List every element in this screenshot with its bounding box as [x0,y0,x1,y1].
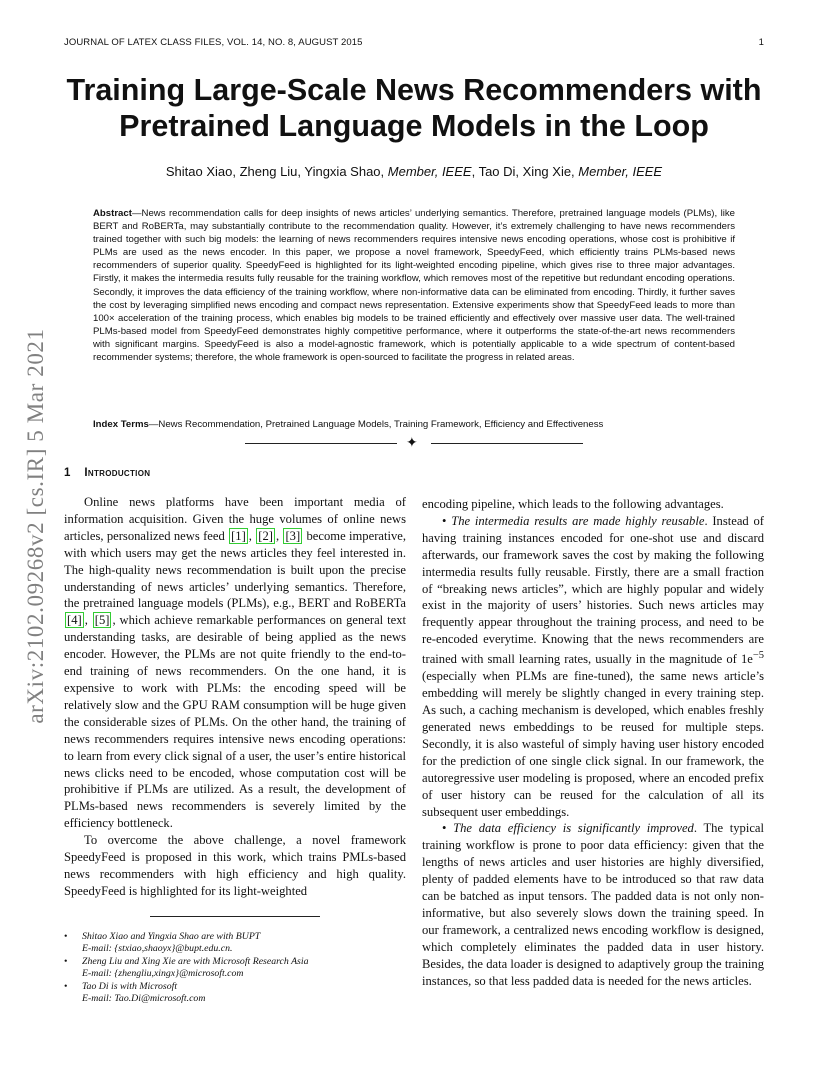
index-terms-label: Index Terms [93,419,149,430]
footnote-item [64,981,406,1006]
bullet-icon: • [442,821,454,836]
citation-link[interactable]: [1] [231,528,246,543]
footnote-item [64,956,406,981]
advantage-heading: The data efficiency is significantly improved [453,821,694,836]
abstract [93,207,735,364]
footnote-affiliation: Shitao Xiao and Yingxia Shao are with BUPT [82,931,261,942]
footnote-rule [150,916,320,917]
continuation-paragraph: encoding pipeline, which leads to the following advantages. [422,497,724,511]
section-divider [245,437,583,451]
footnote-affiliation: Tao Di is with Microsoft [82,980,178,992]
paper-title [40,72,788,144]
section-number: 1 [64,467,71,479]
advantage-reusable [422,513,764,821]
footnote-email: E-mail: {stxiao,shaoyx}@bupt.edu.cn. [82,943,233,955]
text-run: Online news platforms have been important media of information acquisition. Given the huge volumes of online news articles, personalized news feed [64,495,406,543]
journal-name: JOURNAL OF LATEX CLASS FILES, VOL. 14, NO. 8, AUGUST 2015 [64,37,363,48]
footnote-email: E-mail: Tao.Di@microsoft.com [82,993,206,1005]
exponent: −5 [752,650,764,662]
page-number: 1 [758,37,764,48]
advantage-data-efficiency [422,820,764,989]
footnote-affiliation: Zheng Liu and Xing Xie are with Microsoft Research Asia [82,955,309,967]
section-heading [64,467,150,479]
running-header [64,37,764,48]
author-list [40,164,788,179]
text-run: (especially when PLMs are fine-tuned), the same news article’s embedding will merely be slightly changed in every training step. As such, a caching mechanism is developed, which enables freshly generated news embeddings to be reused for multiple steps. Secondly, it is also wasteful of simply having user history encoded for the prediction of one single click signal. In our framework, the autoregressive user modeling is proposed, where an encoded prefix of user history can be reused for the calculation of all its subsequent user embeddings. [422,669,764,819]
text-run: . The typical training workflow is prone to poor data efficiency: given that the lengths of news articles and user histories are highly diversified, plenty of padded elements have to be introduced so that raw data can be batched as input tensors. The padded data is not only non-informative, but also severely slows down the training speed. In our framework, a centralized news encoding workflow is designed, which completely eliminates the padded data in user history. Besides, the data loader is designed to adaptively group the training instances, so that less padded data is needed for the news articles. [422,821,764,988]
abstract-label: Abstract [93,208,132,219]
citation-link[interactable]: [4] [67,613,82,628]
author-role-2: Member, IEEE [578,164,663,179]
author-footnotes [64,931,406,1005]
authors-part-1: Shitao Xiao, Zheng Liu, Yingxia Shao, [165,164,385,179]
index-terms-text: —News Recommendation, Pretrained Language Models, Training Framework, Efficiency and Effectiveness [148,419,604,430]
index-terms [93,418,735,431]
left-column [64,494,406,900]
author-role-1: Member, IEEE [387,164,472,179]
intro-paragraph-2: To overcome the above challenge, a novel framework SpeedyFeed is proposed in this work, which trains PMLs-based news recommenders with high efficiency and high quality. SpeedyFeed is highlighted for its light-weighted [64,833,406,898]
advantage-heading: The intermedia results are made highly reusable [451,513,705,528]
section-title: Introduction [84,467,151,479]
intro-paragraph-1 [64,494,406,832]
citation-link[interactable]: [2] [258,528,273,543]
text-run: , [275,528,283,543]
title-line-2: Pretrained Language Models in the Loop [119,109,709,143]
abstract-text: —News recommendation calls for deep insights of news articles’ underlying semantics. Therefore, pretrained language models (PLMs), like BERT and RoBERTa, may substantially contribute to the recommendation quality. However, it’s extremely challenging to have news recommenders trained together with such big models: the learning of news recommenders requires intensive news encoding operations, whose cost is prohibitive if PLMs are used as the news encoder. In this paper, we propose a novel framework, SpeedyFeed, which efficiently trains PLMs-based news recommenders of superior quality. SpeedyFeed is highlighted for its light-weighted encoding pipeline, which gives rise to three major advantages. Firstly, it makes the intermedia results fully reusable for the training workflow, which removes most of the repetitive but redundant encoding operations. Secondly, it improves the data efficiency of the training workflow, where non-informative data can be eliminated from encoding. Thirdly, it further saves the cost by leveraging simplified news encoding and compact news representation. Extensive experiments show that SpeedyFeed leads to more than 100× acceleration of the training process, which enables big models to be trained efficiently and effectively over massive user data. The well-trained PLMs-based model from SpeedyFeed demonstrates highly competitive performance, where it outperforms the state-of-the-art news recommenders with significant margins. SpeedyFeed is also a model-agnostic framework, which is potentially applicable to a wide spectrum of content-based recommender systems; therefore, the whole framework is open-sourced to facilitate the progress in related areas. [93,208,735,364]
divider-line-left [245,443,397,444]
divider-line-right [431,443,583,444]
right-column [422,496,764,989]
arxiv-stamp [16,296,56,756]
citation-link[interactable]: [3] [285,528,301,543]
text-run: , [84,613,92,628]
text-run: , [248,528,256,543]
authors-part-2: , Tao Di, Xing Xie, [471,164,575,179]
title-line-1: Training Large-Scale News Recommenders with [66,73,762,107]
footnote-email: E-mail: {zhengliu,xingx}@microsoft.com [82,968,244,980]
divider-star-icon: ✦ [406,435,418,451]
arxiv-identifier: arXiv:2102.09268v2 [cs.IR] 5 Mar 2021 [23,328,48,724]
footnote-item [64,931,406,956]
text-run: . Instead of having training instances encoded for one-shot use and discard afterwards, our framework saves the cost by making the following intermedia results fully reusable. Firstly, there are a small fraction of “breaking news articles”, which are highly popular and widely exist in the majority of users’ histories. Such news articles may frequently appear throughout the training process, and need to be re-encoded everytime. Knowing that the news recommenders are trained with small learning rates, usually in the magnitude of 1e [422,513,765,667]
text-run: , which achieve remarkable performances on general text understanding tasks, are desirable of being applied as the news encoder. However, the PLMs are not quite friendly to the end-to-end training of news recommenders. On the one hand, it is expensive to work with PLMs: the encoding speed will be relatively slow and the GPU RAM consumption will be huge given the considerable sizes of PLMs. On the other hand, the training of news recommenders requires intensive news encoding operations: to learn from every click signal of a user, the user’s entire historical news clicks need to be encoded, whose computation cost will be prohibitive if PLMs are utilized. As a result, the development of PLMs-based news recommenders is severely limited by the efficiency bottleneck. [64,613,406,831]
text-run: become imperative, with which users may get the news articles they feel interested in. The high-quality news recommendation is built upon the precise understanding of news articles’ underlying semantics. Therefore, the pretrained language models (PLMs), e.g., BERT and RoBERTa [64,528,407,611]
citation-link[interactable]: [5] [94,613,110,628]
bullet-icon: • [442,513,452,528]
